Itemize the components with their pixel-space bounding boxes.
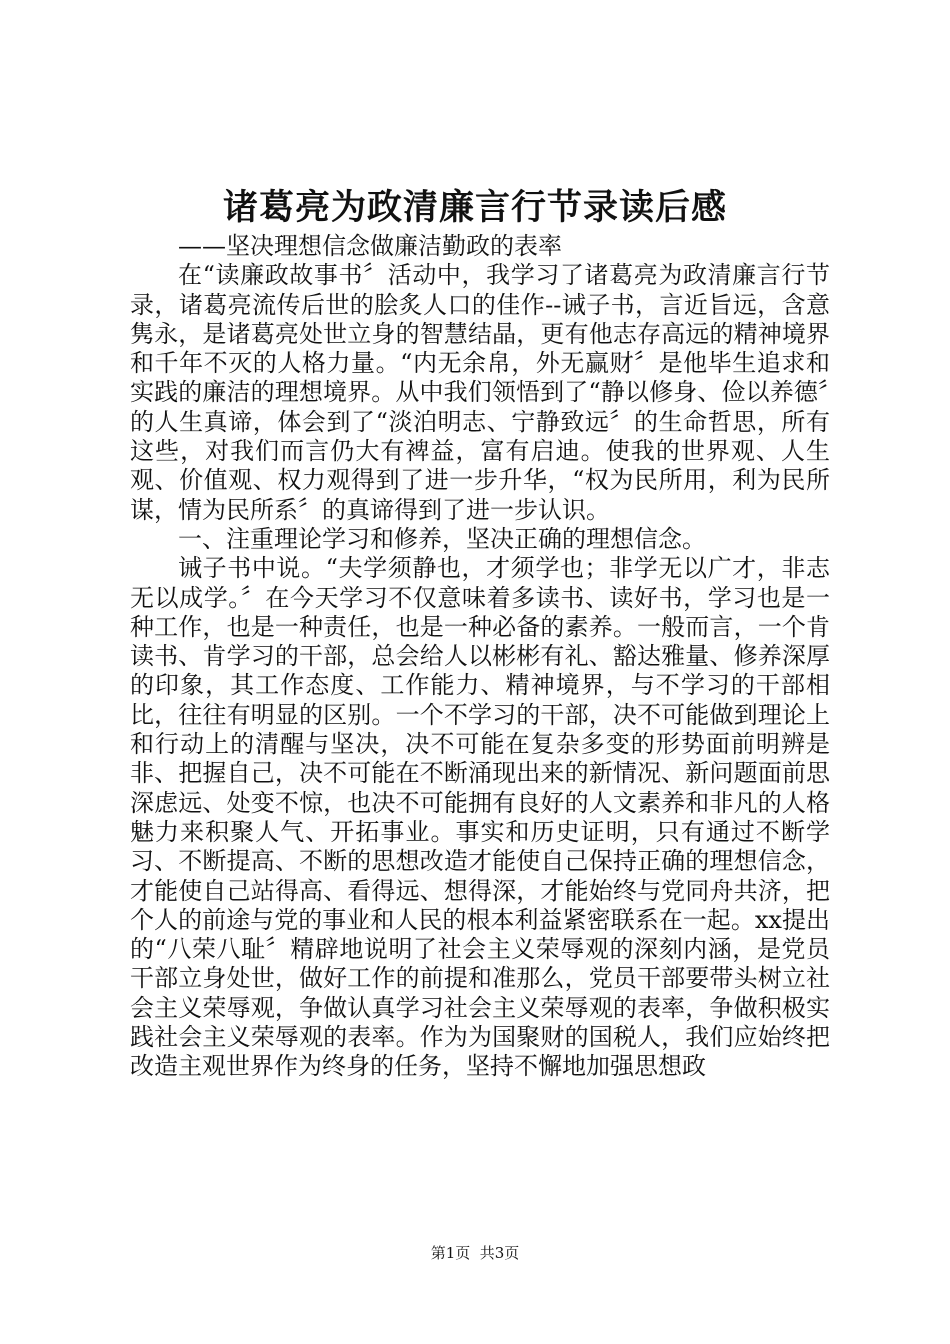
page-footer (0, 1243, 950, 1263)
document-title: 诸葛亮为政清廉言行节录读后感 (222, 187, 727, 228)
subtitle: ——坚决理想信念做廉洁勤政的表率 (178, 232, 562, 260)
paragraph-intro: 在“读廉政故事书〞活动中，我学习了诸葛亮为政清廉言行节录，诸葛亮流传后世的脍炙人口的佳作--诫子书，言近旨远，含意隽永，是诸葛亮处世立身的智慧结晶，更有他志存高远的精神境界和千年不灭的人格力量。“内无余帛，外无赢财〞是他毕生追求和实践的廉洁的理想境界。从中我们领悟到了“静以修身、俭以养德〞的人生真谛，体会到了“淡泊明志、宁静致远〞的生命哲思，所有这些，对我们而言仍大有裨益，富有启迪。使我的世界观、人生观、价值观、权力观得到了进一步升华，“权为民所用，利为民所谋，情为民所系〞的真谛得到了进一步认识。 (130, 261, 830, 524)
document-body (130, 232, 830, 1082)
section-heading-1: 一、注重理论学习和修养，坚决正确的理想信念。 (178, 524, 706, 553)
page-number: 第1页 共3页 (430, 1244, 520, 1262)
paragraph-section-1: 诫子书中说。“夫学须静也，才须学也；非学无以广才，非志无以成学。〞在今天学习不仅意味着多读书、读好书，学习也是一种工作，也是一种责任，也是一种必备的素养。一般而言，一个肯读书、肯学习的干部，总会给人以彬彬有礼、豁达雅量、修养深厚的印象，其工作态度、工作能力、精神境界，与不学习的干部相比，往往有明显的区别。一个不学习的干部，决不可能做到理论上和行动上的清醒与坚决，决不可能在复杂多变的形势面前明辨是非、把握自己，决不可能在不断涌现出来的新情况、新问题面前思深虑远、处变不惊，也决不可能拥有良好的人文素养和非凡的人格魅力来积聚人气、开拓事业。事实和历史证明，只有通过不断学习、不断提高、不断的思想改造才能使自己保持正确的理想信念，才能使自己站得高、看得远、想得深，才能始终与党同舟共济，把个人的前途与党的事业和人民的根本利益紧密联系在一起。xx提出的“八荣八耻〞精辟地说明了社会主义荣辱观的深刻内涵，是党员干部立身处世，做好工作的前提和准那么，党员干部要带头树立社会主义荣辱观，争做认真学习社会主义荣辱观的表率，争做积极实践社会主义荣辱观的表率。作为为国聚财的国税人，我们应始终把改造主观世界作为终身的任务，坚持不懈地加强思想政 (130, 554, 830, 1081)
